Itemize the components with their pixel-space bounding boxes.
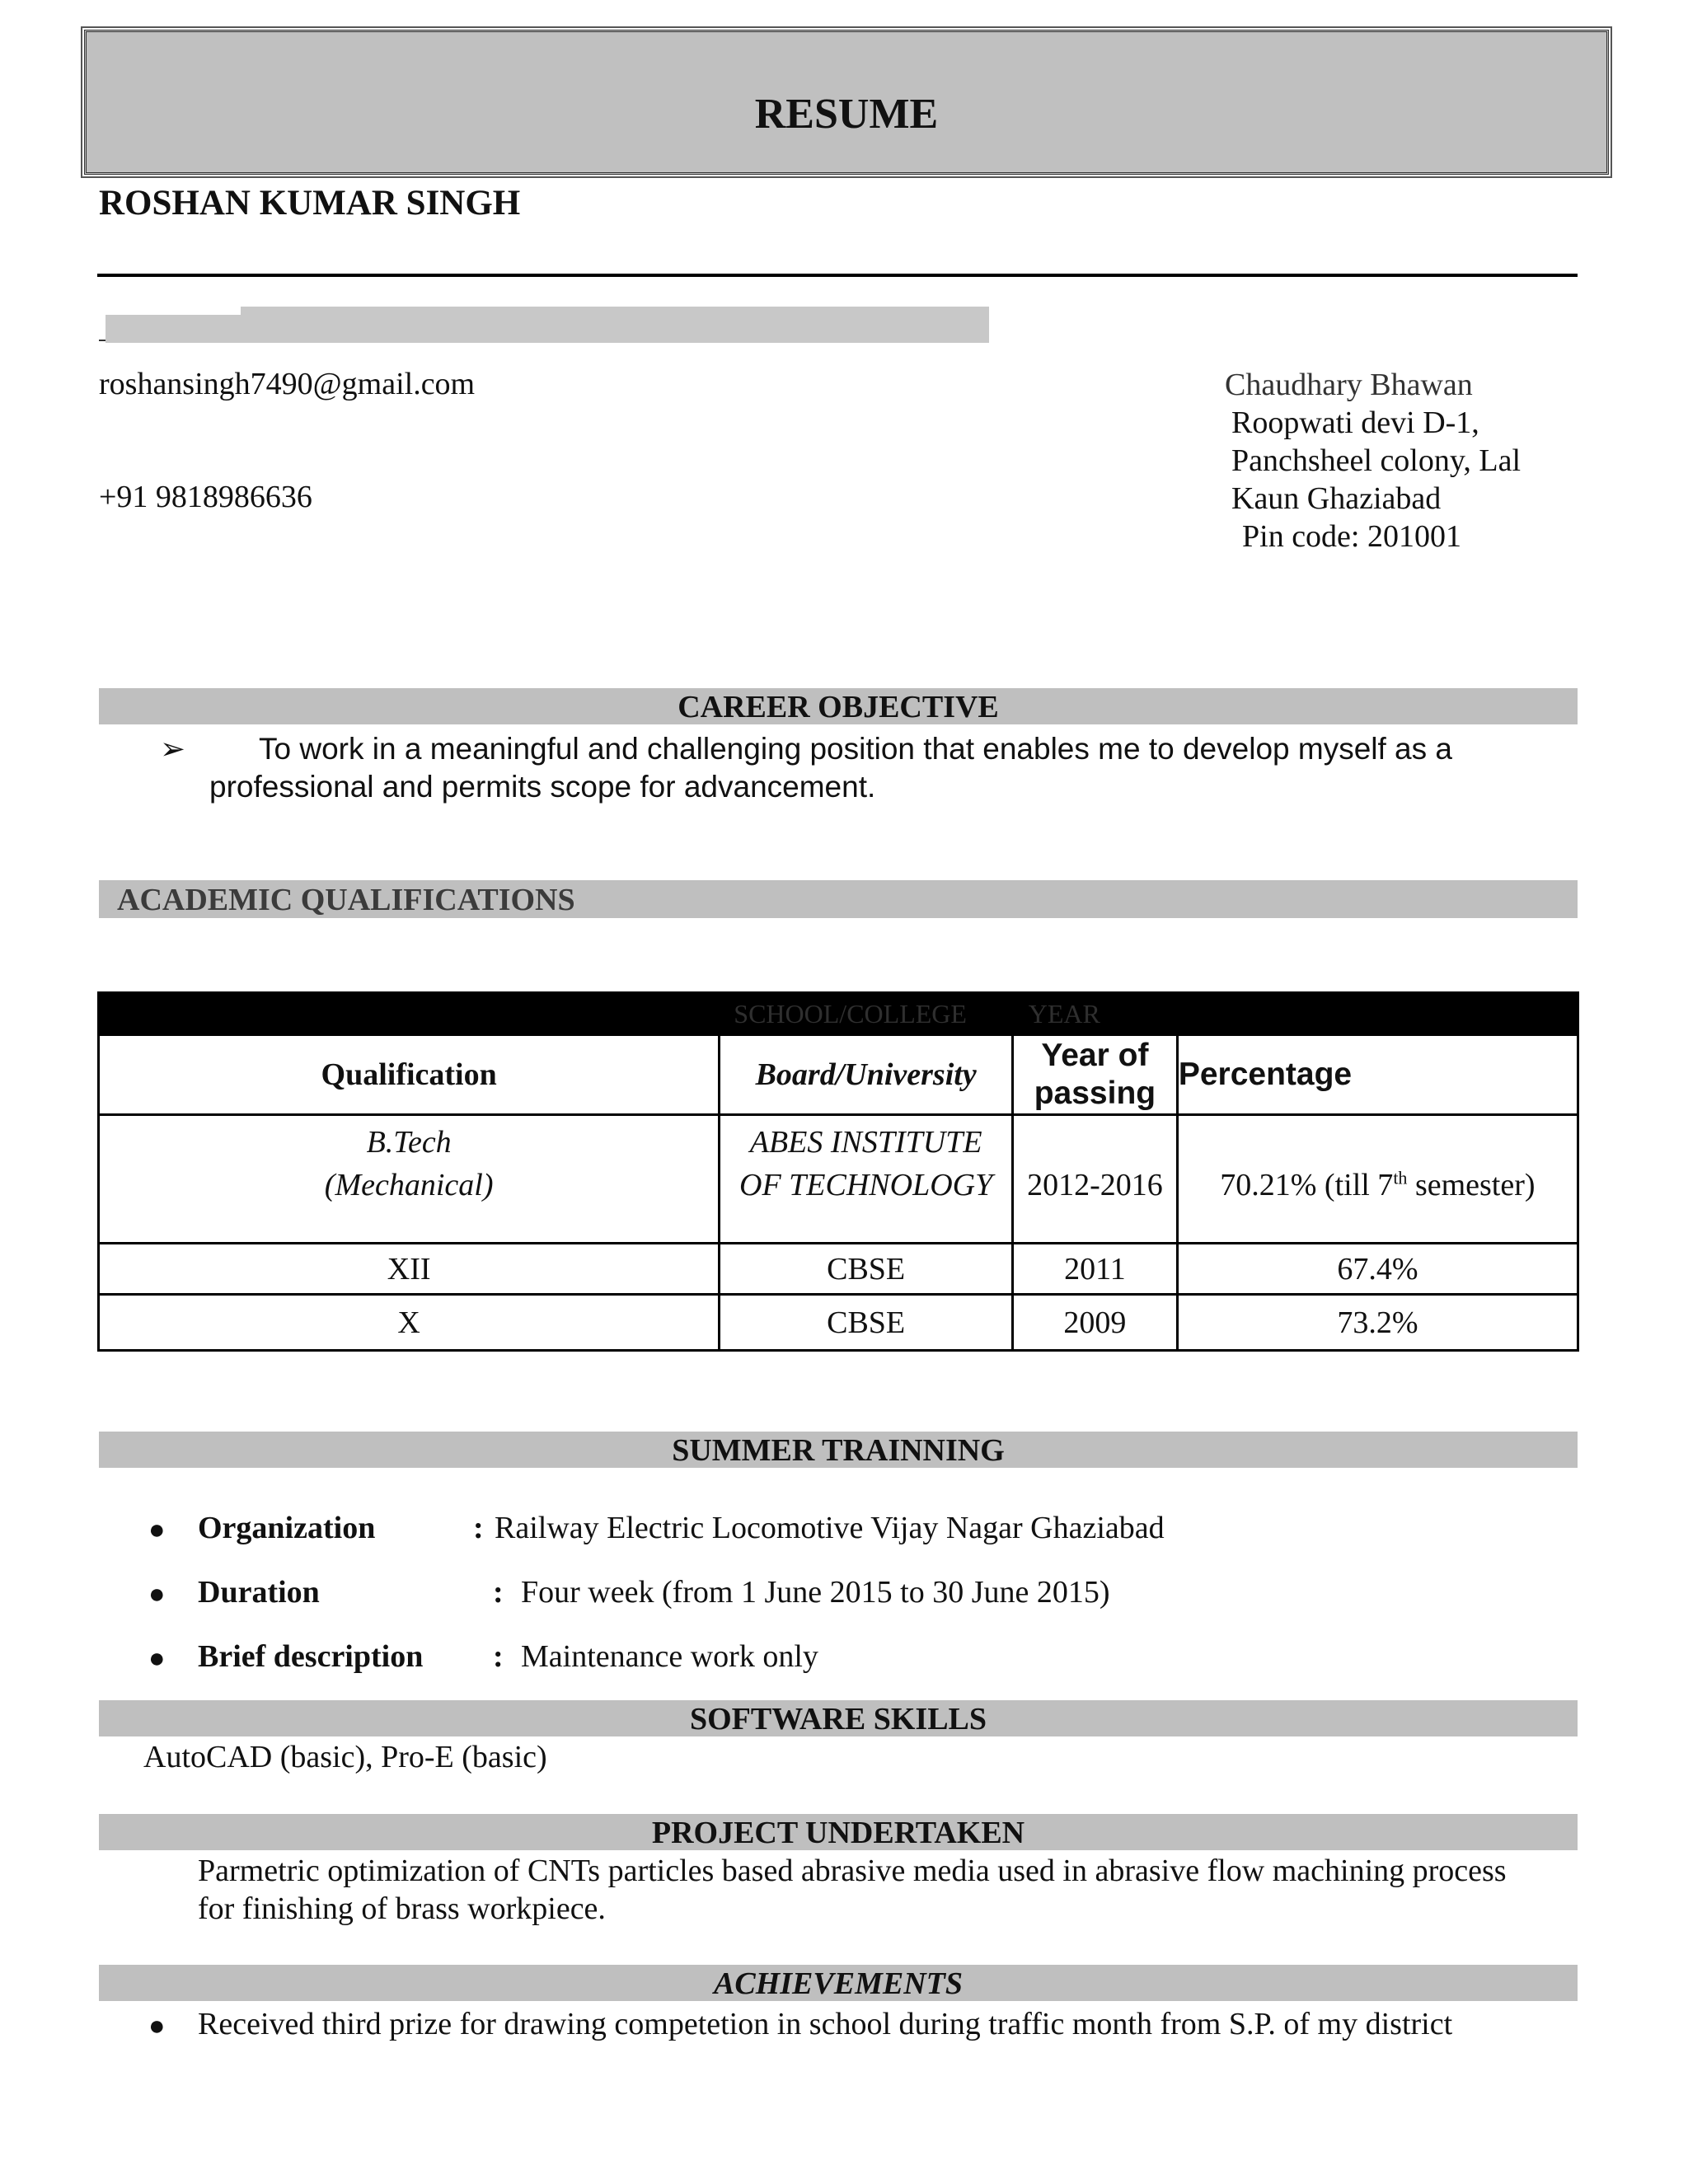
academic-header: [99, 880, 1578, 918]
achievements-title: ACHIEVEMENTS: [714, 1966, 963, 2001]
training-sep: :: [493, 1575, 504, 1610]
software-skills-header: [99, 1700, 1578, 1736]
col-year: [1013, 1035, 1178, 1115]
summer-training-header: [99, 1432, 1578, 1468]
cell-year: 2011: [1013, 1244, 1178, 1295]
project-header: [99, 1814, 1578, 1850]
cell-year: 2009: [1013, 1295, 1178, 1351]
cell-percentage: 67.4%: [1177, 1244, 1578, 1295]
candidate-name: ROSHAN KUMAR SINGH: [99, 184, 521, 223]
col-qualification: Qualification: [99, 1035, 720, 1115]
faded-year-label: YEAR: [1028, 998, 1100, 1029]
redacted-area: [106, 315, 241, 343]
col-percentage: Percentage: [1177, 1035, 1578, 1115]
software-skills-text: AutoCAD (basic), Pro-E (basic): [143, 1740, 547, 1774]
training-label-organization: Organization: [198, 1511, 376, 1545]
bullet-icon: ●: [148, 1515, 166, 1545]
cell-percentage: 73.2%: [1177, 1295, 1578, 1351]
academic-title: ACADEMIC QUALIFICATIONS: [117, 883, 575, 917]
address-line-1: Chaudhary Bhawan: [1225, 368, 1473, 402]
address-line-2: Roopwati devi D-1,: [1231, 405, 1479, 440]
table-row: [99, 1244, 1578, 1295]
table-faded-header-row: [99, 993, 1578, 1035]
cell-qual-line2: (Mechanical): [324, 1168, 494, 1202]
objective-line-2: professional and permits scope for advancement.: [209, 770, 876, 804]
address-line-4: Kaun Ghaziabad: [1231, 481, 1442, 516]
cell-pct-main: 70.21% (till 7: [1220, 1168, 1394, 1202]
training-sep: :: [493, 1639, 504, 1674]
cell-board: CBSE: [720, 1244, 1013, 1295]
address-line-3: Panchsheel colony, Lal: [1231, 443, 1522, 478]
cell-board-line2: OF TECHNOLOGY: [739, 1168, 993, 1202]
objective-line-1: To work in a meaningful and challenging position that enables me to develop myself as a: [259, 732, 1452, 766]
cell-qualification: [99, 1115, 720, 1244]
bullet-icon: ●: [148, 1579, 166, 1610]
cell-board: [720, 1115, 1013, 1244]
software-skills-title: SOFTWARE SKILLS: [689, 1702, 987, 1736]
cell-qualification: X: [99, 1295, 720, 1351]
training-sep: :: [473, 1511, 484, 1545]
resume-title-box: [84, 30, 1609, 175]
career-objective-title: CAREER OBJECTIVE: [678, 690, 999, 724]
cell-year: 2012-2016: [1013, 1115, 1178, 1244]
training-value-duration: Four week (from 1 June 2015 to 30 June 2015): [521, 1575, 1110, 1610]
table-row: [99, 1295, 1578, 1351]
address-line-5: Pin code: 201001: [1242, 519, 1461, 554]
qualification-table: [97, 991, 1579, 1352]
cell-qualification: XII: [99, 1244, 720, 1295]
bullet-icon: ●: [148, 2011, 166, 2041]
project-line-2: for finishing of brass workpiece.: [198, 1891, 606, 1926]
table-row: [99, 1115, 1578, 1244]
achievement-item: Received third prize for drawing competetion in school during traffic month from S.P. of my district: [198, 2007, 1453, 2041]
resume-title: RESUME: [754, 91, 939, 138]
cell-pct-tail: semester): [1407, 1168, 1536, 1202]
cell-board-line1: ABES INSTITUTE: [749, 1125, 982, 1160]
col-year-line1: Year of: [1041, 1038, 1149, 1073]
project-title: PROJECT UNDERTAKEN: [651, 1816, 1025, 1850]
cell-percentage: [1177, 1115, 1578, 1244]
cell-qual-line1: B.Tech: [366, 1125, 452, 1160]
redacted-area-wide: [241, 307, 989, 343]
col-board: Board/University: [720, 1035, 1013, 1115]
table-header-row: [99, 1035, 1578, 1115]
career-objective-header: [99, 688, 1578, 724]
cell-pct-sup: th: [1393, 1167, 1408, 1188]
cell-board: CBSE: [720, 1295, 1013, 1351]
email-text[interactable]: roshansingh7490@gmail.com: [99, 367, 476, 401]
achievements-header: [99, 1965, 1578, 2001]
phone-text: +91 9818986636: [99, 480, 312, 514]
col-year-line2: passing: [1034, 1076, 1156, 1111]
bullet-icon: ●: [148, 1643, 166, 1674]
objective-bullet-icon: ➢: [160, 732, 186, 766]
faded-school-label: SCHOOL/COLLEGE: [734, 998, 967, 1029]
training-value-organization: Railway Electric Locomotive Vijay Nagar Ghaziabad: [495, 1511, 1165, 1545]
training-label-duration: Duration: [198, 1575, 320, 1610]
training-value-description: Maintenance work only: [521, 1639, 818, 1674]
training-label-description: Brief description: [198, 1639, 424, 1674]
project-line-1: Parmetric optimization of CNTs particles based abrasive media used in abrasive flow machining process: [198, 1854, 1507, 1888]
summer-training-title: SUMMER TRAINNING: [672, 1433, 1005, 1468]
header-divider: [97, 274, 1578, 277]
